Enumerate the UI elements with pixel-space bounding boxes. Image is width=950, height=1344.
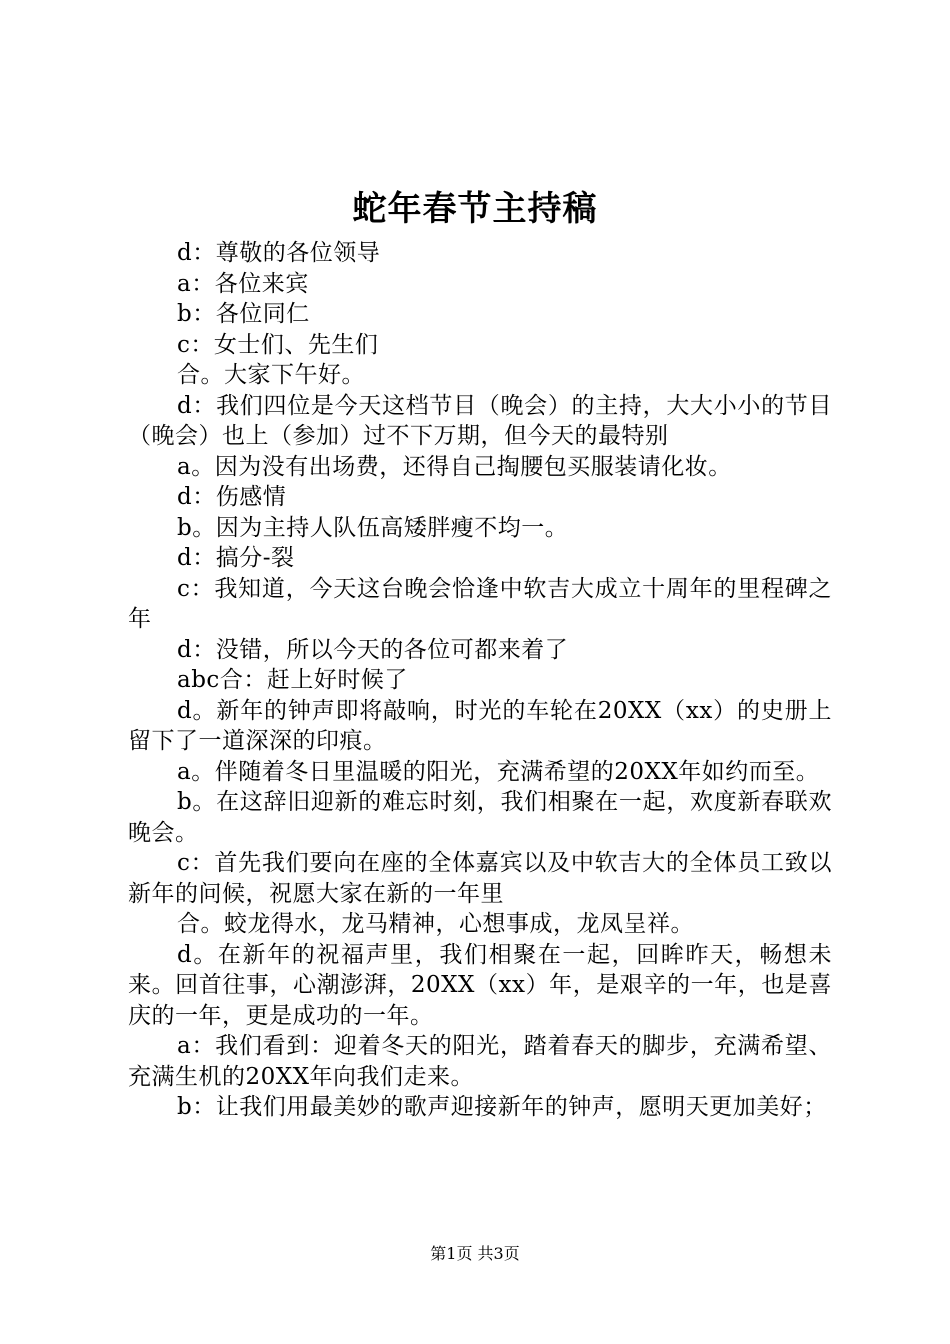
paragraph: c：女士们、先生们	[177, 331, 379, 358]
paragraph: a。因为没有出场费，还得自己掏腰包买服装请化妆。	[177, 453, 732, 480]
paragraph: a：各位来宾	[177, 270, 309, 297]
paragraph: d：伤感情	[177, 484, 287, 510]
paragraph: a。伴随着冬日里温暖的阳光，充满希望的20XX年如约而至。	[177, 758, 820, 785]
paragraph: d：搞分-裂	[177, 545, 295, 571]
paragraph: b。在这辞旧迎新的难忘时刻，我们相聚在一起，欢度新春联欢晚会。	[128, 789, 832, 846]
paragraph: d：我们四位是今天这档节目（晚会）的主持，大大小小的节目（晚会）也上（参加）过不下万期，但今天的最特别	[128, 392, 832, 449]
paragraph: c：我知道，今天这台晚会恰逢中软吉大成立十周年的里程碑之年	[128, 575, 832, 632]
paragraph: 合。大家下午好。	[177, 362, 365, 388]
paragraph: b。因为主持人队伍高矮胖瘦不均一。	[177, 514, 569, 541]
paragraph: a：我们看到：迎着冬天的阳光，踏着春天的脚步，充满希望、充满生机的20XX年向我们走来。	[128, 1033, 832, 1090]
paragraph: d。新年的钟声即将敲响，时光的车轮在20XX（xx）的史册上留下了一道深深的印痕。	[128, 697, 832, 754]
paragraph: 合。蛟龙得水，龙马精神，心想事成，龙凤呈祥。	[177, 911, 694, 937]
paragraph: d：尊敬的各位领导	[177, 240, 381, 266]
paragraph: abc合：赶上好时候了	[177, 667, 408, 693]
paragraph: b：让我们用最美妙的歌声迎接新年的钟声，愿明天更加美好；	[177, 1094, 827, 1120]
page-footer: 第1页 共3页	[430, 1244, 520, 1263]
page-title: 蛇年春节主持稿	[352, 189, 598, 229]
paragraph: c：首先我们要向在座的全体嘉宾以及中软吉大的全体员工致以新年的问候，祝愿大家在新的一年里	[128, 850, 832, 907]
document-body	[128, 238, 832, 1123]
paragraph: b：各位同仁	[177, 301, 310, 327]
paragraph: d：没错，所以今天的各位可都来着了	[177, 636, 569, 663]
paragraph: d。在新年的祝福声里，我们相聚在一起，回眸昨天，畅想未来。回首往事，心潮澎湃，20XX（xx）年，是艰辛的一年，也是喜庆的一年，更是成功的一年。	[128, 941, 832, 1029]
